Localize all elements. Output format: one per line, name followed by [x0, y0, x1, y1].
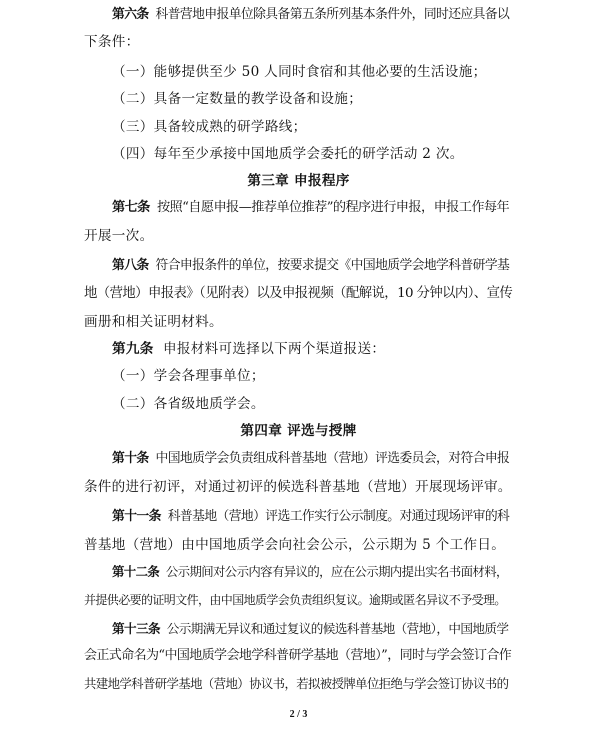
article13-line3: 共建地学科普研学基地（营地）协议书，若拟被授牌单位拒绝与学会签订协议书的	[84, 676, 509, 691]
chapter4-heading: 第四章 评选与授牌	[240, 423, 357, 439]
article12-line2: 并提供必要的证明文件，由中国地质学会负责组织复议。逾期或匿名异议不予受理。	[84, 593, 506, 607]
article8-line3: 画册和相关证明材料。	[84, 314, 223, 330]
article6-line2: 下条件：	[84, 34, 140, 50]
article9-item-2: （二）各省级地质学会。	[112, 396, 265, 412]
article6-line1	[112, 6, 509, 24]
article10-text-1: 中国地质学会负责组成科普基地（营地）评选委员会，对符合申报	[155, 451, 510, 466]
article9-text-1: 申报材料可选择以下两个渠道报送：	[162, 341, 386, 357]
article10-label: 第十条	[112, 451, 149, 466]
article8-line2: 地（营地）申报表》（见附表）以及申报视频（配解说，10 分钟以内）、宣传	[84, 286, 513, 301]
article6-item-3: （三）具备较成熟的研学路线；	[112, 119, 307, 135]
article7-line2: 开展一次。	[84, 228, 154, 244]
article11-line1	[112, 508, 509, 526]
article6-text-1: 科普营地申报单位除具备第五条所列基本条件外，同时还应具备以	[155, 7, 510, 22]
article11-line2: 普基地（营地）由中国地质学会向社会公示，公示期为 5 个工作日。	[84, 537, 506, 553]
article12-text-1: 公示期间对公示内容有异议的，应在公示期内提出实名书面材料，	[165, 564, 508, 579]
article9-label: 第九条	[112, 341, 154, 357]
article8-label: 第八条	[112, 258, 149, 273]
page-number: 2 / 3	[289, 709, 308, 720]
article8-text-1: 符合申报条件的单位，按要求提交《中国地质学会地学科普研学基	[155, 258, 510, 273]
article7-text-1: 按照“自愿申报—推荐单位推荐”的程序进行申报，申报工作每年	[156, 200, 510, 215]
article9-item-1: （一）学会各理事单位；	[112, 368, 265, 384]
article8-line1	[112, 257, 509, 275]
article6-item-4: （四）每年至少承接中国地质学会委托的研学活动 2 次。	[112, 146, 464, 162]
article13-line1	[112, 620, 508, 638]
article12-label: 第十二条	[112, 564, 160, 579]
article11-text-1: 科普基地（营地）评选工作实行公示制度。对通过现场评审的科	[167, 509, 510, 524]
article7-label: 第七条	[112, 200, 150, 215]
article13-text-1: 公示期满无异议和通过复议的候选科普基地（营地），中国地质学	[166, 621, 509, 636]
article10-line1	[112, 450, 509, 468]
article6-item-2: （二）具备一定数量的教学设备和设施；	[112, 91, 363, 107]
chapter3-heading: 第三章 申报程序	[247, 173, 350, 189]
article7-line1	[112, 199, 509, 217]
article11-label: 第十一条	[112, 509, 161, 524]
article6-item-1: （一）能够提供至少 50 人同时食宿和其他必要的生活设施；	[112, 64, 487, 80]
article9-line1	[112, 340, 385, 358]
article13-line2: 会正式命名为“中国地质学会地学科普研学基地（营地）”，同时与学会签订合作	[84, 648, 512, 663]
article12-line1	[112, 563, 508, 581]
article10-line2: 条件的进行初评，对通过初评的候选科普基地（营地）开展现场评审。	[84, 479, 512, 495]
article13-label: 第十三条	[112, 621, 160, 636]
article6-label: 第六条	[112, 7, 149, 22]
